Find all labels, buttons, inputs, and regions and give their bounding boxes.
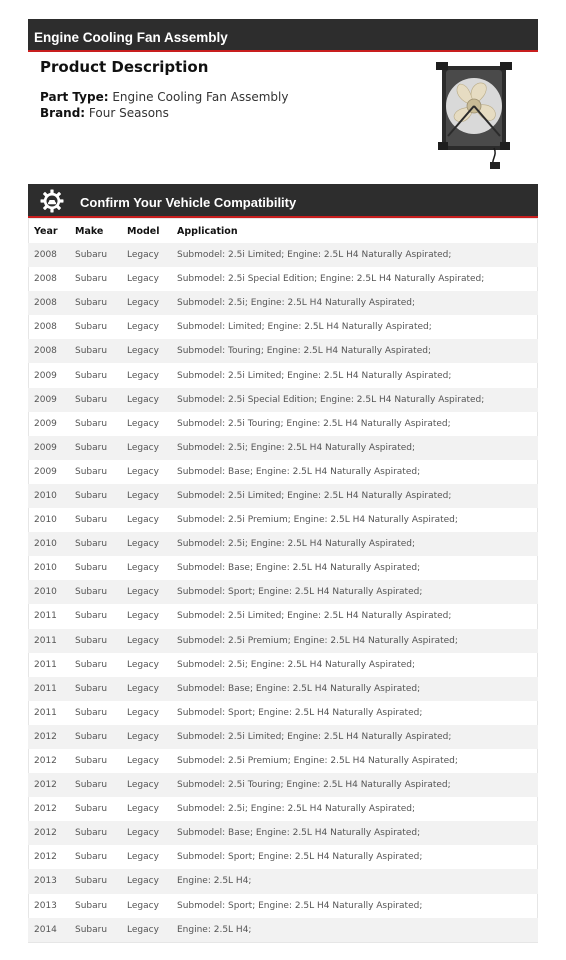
year-cell: 2008 — [34, 346, 57, 357]
application-cell: Submodel: 2.5i Premium; Engine: 2.5L H4 Naturally Aspirated; — [177, 756, 458, 767]
make-cell: Subaru — [75, 466, 108, 477]
table-row — [28, 532, 538, 556]
make-cell: Subaru — [75, 804, 108, 815]
year-cell: 2009 — [34, 466, 57, 477]
section-title: Engine Cooling Fan Assembly — [34, 30, 228, 45]
application-cell: Submodel: 2.5i; Engine: 2.5L H4 Naturally Aspirated; — [177, 539, 416, 550]
make-cell: Subaru — [75, 876, 108, 887]
application-cell: Submodel: Touring; Engine: 2.5L H4 Naturally Aspirated; — [177, 346, 431, 357]
model-cell: Legacy — [127, 370, 159, 381]
year-cell: 2008 — [34, 274, 57, 285]
application-cell: Submodel: Sport; Engine: 2.5L H4 Naturally Aspirated; — [177, 852, 423, 863]
application-cell: Submodel: 2.5i Limited; Engine: 2.5L H4 Naturally Aspirated; — [177, 250, 452, 261]
application-cell: Engine: 2.5L H4; — [177, 924, 252, 935]
table-row — [28, 797, 538, 821]
year-cell: 2010 — [34, 490, 57, 501]
model-cell: Legacy — [127, 707, 159, 718]
model-cell: Legacy — [127, 780, 159, 791]
make-cell: Subaru — [75, 539, 108, 550]
year-cell: 2012 — [34, 756, 57, 767]
application-cell: Submodel: 2.5i; Engine: 2.5L H4 Naturally Aspirated; — [177, 442, 416, 453]
model-cell: Legacy — [127, 804, 159, 815]
application-cell: Submodel: 2.5i; Engine: 2.5L H4 Naturally Aspirated; — [177, 298, 416, 309]
table-row — [28, 460, 538, 484]
table-row — [28, 629, 538, 653]
table-row — [28, 894, 538, 918]
model-cell: Legacy — [127, 539, 159, 550]
table-row — [28, 845, 538, 869]
table-row — [28, 749, 538, 773]
application-cell: Submodel: Base; Engine: 2.5L H4 Naturally Aspirated; — [177, 563, 421, 574]
make-cell: Subaru — [75, 346, 108, 357]
model-cell: Legacy — [127, 756, 159, 767]
make-cell: Subaru — [75, 731, 108, 742]
model-cell: Legacy — [127, 876, 159, 887]
make-cell: Subaru — [75, 418, 108, 429]
model-cell: Legacy — [127, 683, 159, 694]
application-cell: Submodel: Base; Engine: 2.5L H4 Naturally Aspirated; — [177, 466, 421, 477]
cooling-fan-image — [434, 56, 514, 172]
model-cell: Legacy — [127, 828, 159, 839]
brand-row — [40, 106, 169, 120]
application-cell: Submodel: 2.5i Premium; Engine: 2.5L H4 Naturally Aspirated; — [177, 515, 458, 526]
table-row — [28, 484, 538, 508]
table-row — [28, 315, 538, 339]
model-cell: Legacy — [127, 924, 159, 935]
make-cell: Subaru — [75, 442, 108, 453]
model-cell: Legacy — [127, 298, 159, 309]
year-cell: 2012 — [34, 828, 57, 839]
make-cell: Subaru — [75, 780, 108, 791]
model-cell: Legacy — [127, 659, 159, 670]
table-row — [28, 508, 538, 532]
make-cell: Subaru — [75, 683, 108, 694]
year-cell: 2011 — [34, 707, 57, 718]
year-cell: 2011 — [34, 635, 57, 646]
model-cell: Legacy — [127, 635, 159, 646]
table-row — [28, 869, 538, 893]
make-cell: Subaru — [75, 756, 108, 767]
make-cell: Subaru — [75, 563, 108, 574]
model-cell: Legacy — [127, 418, 159, 429]
table-row — [28, 267, 538, 291]
application-cell: Submodel: Sport; Engine: 2.5L H4 Naturally Aspirated; — [177, 900, 423, 911]
year-cell: 2012 — [34, 852, 57, 863]
table-row — [28, 701, 538, 725]
brand-value: Four Seasons — [88, 106, 169, 120]
year-cell: 2011 — [34, 683, 57, 694]
model-cell: Legacy — [127, 250, 159, 261]
col-application-header: Application — [177, 225, 238, 237]
model-cell: Legacy — [127, 731, 159, 742]
model-cell: Legacy — [127, 852, 159, 863]
table-row — [28, 388, 538, 412]
year-cell: 2010 — [34, 515, 57, 526]
make-cell: Subaru — [75, 587, 108, 598]
year-cell: 2012 — [34, 780, 57, 791]
model-cell: Legacy — [127, 587, 159, 598]
make-cell: Subaru — [75, 322, 108, 333]
application-cell: Submodel: Sport; Engine: 2.5L H4 Naturally Aspirated; — [177, 587, 423, 598]
year-cell: 2013 — [34, 900, 57, 911]
make-cell: Subaru — [75, 852, 108, 863]
make-cell: Subaru — [75, 635, 108, 646]
year-cell: 2012 — [34, 731, 57, 742]
make-cell: Subaru — [75, 370, 108, 381]
application-cell: Submodel: 2.5i Limited; Engine: 2.5L H4 Naturally Aspirated; — [177, 490, 452, 501]
col-model-header: Model — [127, 225, 160, 237]
make-cell: Subaru — [75, 659, 108, 670]
application-cell: Submodel: 2.5i Touring; Engine: 2.5L H4 Naturally Aspirated; — [177, 780, 451, 791]
gear-car-icon — [40, 189, 64, 213]
year-cell: 2011 — [34, 659, 57, 670]
part-type-label: Part Type: — [40, 90, 109, 104]
model-cell: Legacy — [127, 611, 159, 622]
application-cell: Submodel: 2.5i Special Edition; Engine: 2.5L H4 Naturally Aspirated; — [177, 394, 485, 405]
make-cell: Subaru — [75, 274, 108, 285]
part-type-row — [40, 90, 288, 104]
year-cell: 2010 — [34, 539, 57, 550]
model-cell: Legacy — [127, 490, 159, 501]
application-cell: Submodel: Base; Engine: 2.5L H4 Naturally Aspirated; — [177, 828, 421, 839]
make-cell: Subaru — [75, 707, 108, 718]
model-cell: Legacy — [127, 322, 159, 333]
application-cell: Submodel: 2.5i; Engine: 2.5L H4 Naturally Aspirated; — [177, 659, 416, 670]
compatibility-header — [28, 184, 538, 218]
table-row — [28, 243, 538, 267]
table-row — [28, 725, 538, 749]
year-cell: 2014 — [34, 924, 57, 935]
application-cell: Submodel: 2.5i Limited; Engine: 2.5L H4 Naturally Aspirated; — [177, 731, 452, 742]
section-header-title-bar — [28, 19, 538, 52]
model-cell: Legacy — [127, 274, 159, 285]
table-row — [28, 653, 538, 677]
model-cell: Legacy — [127, 900, 159, 911]
application-cell: Submodel: 2.5i; Engine: 2.5L H4 Naturally Aspirated; — [177, 804, 416, 815]
make-cell: Subaru — [75, 394, 108, 405]
model-cell: Legacy — [127, 466, 159, 477]
make-cell: Subaru — [75, 828, 108, 839]
application-cell: Submodel: Sport; Engine: 2.5L H4 Naturally Aspirated; — [177, 707, 423, 718]
table-header-row — [28, 219, 538, 243]
model-cell: Legacy — [127, 394, 159, 405]
year-cell: 2009 — [34, 418, 57, 429]
table-row — [28, 773, 538, 797]
year-cell: 2009 — [34, 394, 57, 405]
product-description-heading: Product Description — [40, 58, 209, 76]
compatibility-title: Confirm Your Vehicle Compatibility — [80, 195, 297, 210]
year-cell: 2008 — [34, 250, 57, 261]
make-cell: Subaru — [75, 515, 108, 526]
make-cell: Subaru — [75, 900, 108, 911]
make-cell: Subaru — [75, 298, 108, 309]
year-cell: 2008 — [34, 322, 57, 333]
application-cell: Submodel: 2.5i Special Edition; Engine: 2.5L H4 Naturally Aspirated; — [177, 274, 485, 285]
year-cell: 2010 — [34, 587, 57, 598]
table-row — [28, 580, 538, 604]
model-cell: Legacy — [127, 346, 159, 357]
year-cell: 2011 — [34, 611, 57, 622]
year-cell: 2013 — [34, 876, 57, 887]
year-cell: 2008 — [34, 298, 57, 309]
make-cell: Subaru — [75, 924, 108, 935]
table-row — [28, 604, 538, 628]
table-row — [28, 436, 538, 460]
table-row — [28, 677, 538, 701]
application-cell: Submodel: Base; Engine: 2.5L H4 Naturally Aspirated; — [177, 683, 421, 694]
make-cell: Subaru — [75, 611, 108, 622]
year-cell: 2009 — [34, 370, 57, 381]
model-cell: Legacy — [127, 442, 159, 453]
model-cell: Legacy — [127, 515, 159, 526]
make-cell: Subaru — [75, 250, 108, 261]
part-type-value: Engine Cooling Fan Assembly — [112, 90, 289, 104]
year-cell: 2009 — [34, 442, 57, 453]
year-cell: 2010 — [34, 563, 57, 574]
application-cell: Submodel: 2.5i Limited; Engine: 2.5L H4 Naturally Aspirated; — [177, 611, 452, 622]
application-cell: Submodel: 2.5i Limited; Engine: 2.5L H4 Naturally Aspirated; — [177, 370, 452, 381]
table-row — [28, 821, 538, 845]
model-cell: Legacy — [127, 563, 159, 574]
table-row — [28, 339, 538, 363]
col-make-header: Make — [75, 225, 104, 237]
application-cell: Submodel: Limited; Engine: 2.5L H4 Naturally Aspirated; — [177, 322, 432, 333]
application-cell: Submodel: 2.5i Touring; Engine: 2.5L H4 Naturally Aspirated; — [177, 418, 451, 429]
table-row — [28, 291, 538, 315]
table-row — [28, 363, 538, 387]
brand-label: Brand: — [40, 106, 86, 120]
col-year-header: Year — [34, 225, 58, 237]
table-row — [28, 412, 538, 436]
compatibility-table — [28, 219, 538, 942]
year-cell: 2012 — [34, 804, 57, 815]
application-cell: Submodel: 2.5i Premium; Engine: 2.5L H4 Naturally Aspirated; — [177, 635, 458, 646]
make-cell: Subaru — [75, 490, 108, 501]
table-row — [28, 918, 538, 942]
table-row — [28, 556, 538, 580]
application-cell: Engine: 2.5L H4; — [177, 876, 252, 887]
